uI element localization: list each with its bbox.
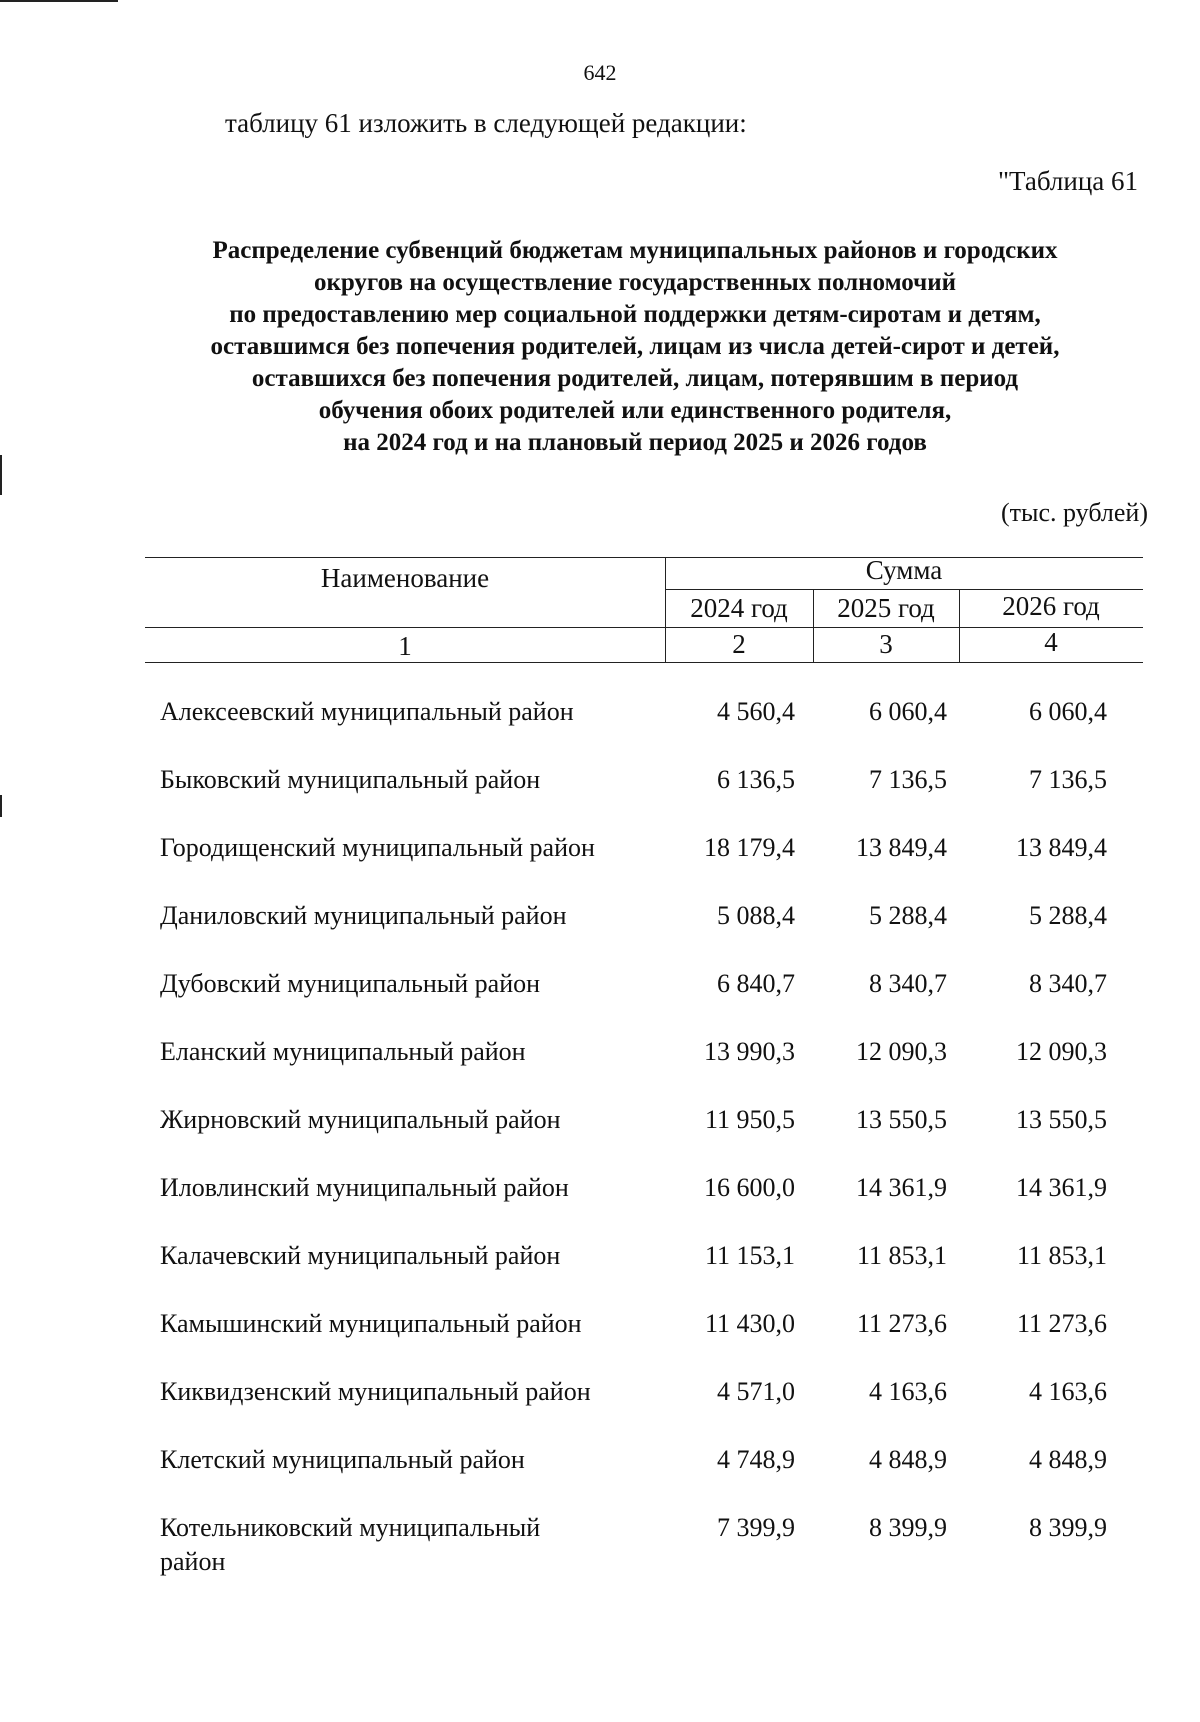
row-value-2026: 11 853,1 <box>1016 1241 1107 1270</box>
row-value-2024: 13 990,3 <box>704 1037 795 1066</box>
document-title <box>135 235 1135 459</box>
row-value-2024: 16 600,0 <box>704 1173 795 1202</box>
row-value-2025: 4 848,9 <box>869 1445 947 1474</box>
row-value-2025: 5 288,4 <box>869 901 947 930</box>
row-value-2025: 11 853,1 <box>856 1241 947 1270</box>
row-name: Калачевский муниципальный район <box>160 1241 561 1270</box>
margin-scan-mark <box>0 795 2 817</box>
row-value-2026: 12 090,3 <box>1016 1037 1107 1066</box>
table-row <box>160 967 1120 1035</box>
header-sum-rule <box>665 589 1143 590</box>
column-number-4: 4 <box>1044 627 1058 657</box>
column-header-sum: Сумма <box>865 555 943 585</box>
page-number: 642 <box>583 60 617 85</box>
row-value-2026: 14 361,9 <box>1016 1173 1107 1202</box>
top-edge-rule <box>0 0 118 2</box>
table-body <box>160 695 1120 1607</box>
row-value-2026: 8 340,7 <box>1029 969 1107 998</box>
row-value-2026: 4 848,9 <box>1029 1445 1107 1474</box>
row-name: Иловлинский муниципальный район <box>160 1173 569 1202</box>
row-name: Алексеевский муниципальный район <box>160 697 574 726</box>
table-row <box>160 1307 1120 1375</box>
table-row <box>160 1035 1120 1103</box>
row-value-2026: 5 288,4 <box>1029 901 1107 930</box>
row-value-2024: 6 840,7 <box>717 969 795 998</box>
column-header-2025: 2025 год <box>837 593 935 623</box>
title-line: по предоставлению мер социальной поддержки детям-сиротам и детям, <box>229 301 1041 328</box>
row-value-2025: 13 849,4 <box>856 833 947 862</box>
row-name: Жирновский муниципальный район <box>160 1105 561 1134</box>
title-line: оставшихся без попечения родителей, лицам, потерявшим в период <box>251 365 1019 392</box>
row-value-2024: 5 088,4 <box>717 901 795 930</box>
title-line: на 2024 год и на плановый период 2025 и 2026 годов <box>343 429 927 456</box>
table-header <box>145 557 1143 667</box>
row-value-2026: 4 163,6 <box>1029 1377 1107 1406</box>
row-name: Еланский муниципальный район <box>160 1037 526 1066</box>
table-row <box>160 1511 1120 1607</box>
row-value-2024: 11 430,0 <box>704 1309 795 1338</box>
row-name: Даниловский муниципальный район <box>160 901 567 930</box>
table-reference: "Таблица 61 <box>998 166 1138 196</box>
margin-scan-mark <box>0 455 2 495</box>
row-value-2024: 11 950,5 <box>704 1105 795 1134</box>
row-value-2024: 7 399,9 <box>717 1513 795 1542</box>
table-row <box>160 899 1120 967</box>
row-name: Клетский муниципальный район <box>160 1445 525 1474</box>
column-header-2024: 2024 год <box>690 593 788 623</box>
table-row <box>160 1171 1120 1239</box>
row-name: Городищенский муниципальный район <box>160 833 595 862</box>
units-label: (тыс. рублей) <box>1000 498 1148 527</box>
row-value-2026: 7 136,5 <box>1029 765 1107 794</box>
header-bottom-rule <box>145 662 1143 663</box>
table-row <box>160 1375 1120 1443</box>
row-value-2024: 6 136,5 <box>717 765 795 794</box>
column-number-1: 1 <box>398 631 412 661</box>
row-value-2025: 4 163,6 <box>869 1377 947 1406</box>
table-row <box>160 1443 1120 1511</box>
table-row <box>160 695 1120 763</box>
row-value-2026: 13 550,5 <box>1016 1105 1107 1134</box>
title-line: округов на осуществление государственных полномочий <box>313 269 957 296</box>
table-row <box>160 1103 1120 1171</box>
row-value-2025: 8 340,7 <box>869 969 947 998</box>
column-number-2: 2 <box>732 629 746 659</box>
row-value-2025: 8 399,9 <box>869 1513 947 1542</box>
title-line: обучения обоих родителей или единственного родителя, <box>318 397 952 424</box>
table-row <box>160 1239 1120 1307</box>
row-value-2024: 11 153,1 <box>704 1241 795 1270</box>
row-value-2025: 7 136,5 <box>869 765 947 794</box>
row-name: Дубовский муниципальный район <box>160 969 541 998</box>
row-value-2026: 11 273,6 <box>1016 1309 1107 1338</box>
row-value-2024: 4 748,9 <box>717 1445 795 1474</box>
row-name: Камышинский муниципальный район <box>160 1309 582 1338</box>
title-line: оставшимся без попечения родителей, лицам из числа детей-сирот и детей, <box>210 333 1060 360</box>
row-value-2025: 11 273,6 <box>856 1309 947 1338</box>
row-value-2025: 6 060,4 <box>869 697 947 726</box>
column-number-3: 3 <box>879 629 893 659</box>
row-value-2024: 4 560,4 <box>717 697 795 726</box>
row-value-2024: 18 179,4 <box>704 833 795 862</box>
intro-text: таблицу 61 изложить в следующей редакции: <box>225 108 747 138</box>
title-line: Распределение субвенций бюджетам муниципальных районов и городских <box>212 237 1058 264</box>
row-value-2024: 4 571,0 <box>717 1377 795 1406</box>
row-value-2026: 13 849,4 <box>1016 833 1107 862</box>
row-value-2025: 14 361,9 <box>856 1173 947 1202</box>
column-header-2026: 2026 год <box>1002 591 1100 621</box>
row-name: Котельниковский муниципальный район <box>160 1513 541 1576</box>
row-value-2025: 13 550,5 <box>856 1105 947 1134</box>
row-value-2025: 12 090,3 <box>856 1037 947 1066</box>
row-value-2026: 8 399,9 <box>1029 1513 1107 1542</box>
table-row <box>160 831 1120 899</box>
row-value-2026: 6 060,4 <box>1029 697 1107 726</box>
table-row <box>160 763 1120 831</box>
row-name: Быковский муниципальный район <box>160 765 541 794</box>
row-name: Киквидзенский муниципальный район <box>160 1377 591 1406</box>
column-header-name: Наименование <box>320 563 490 593</box>
